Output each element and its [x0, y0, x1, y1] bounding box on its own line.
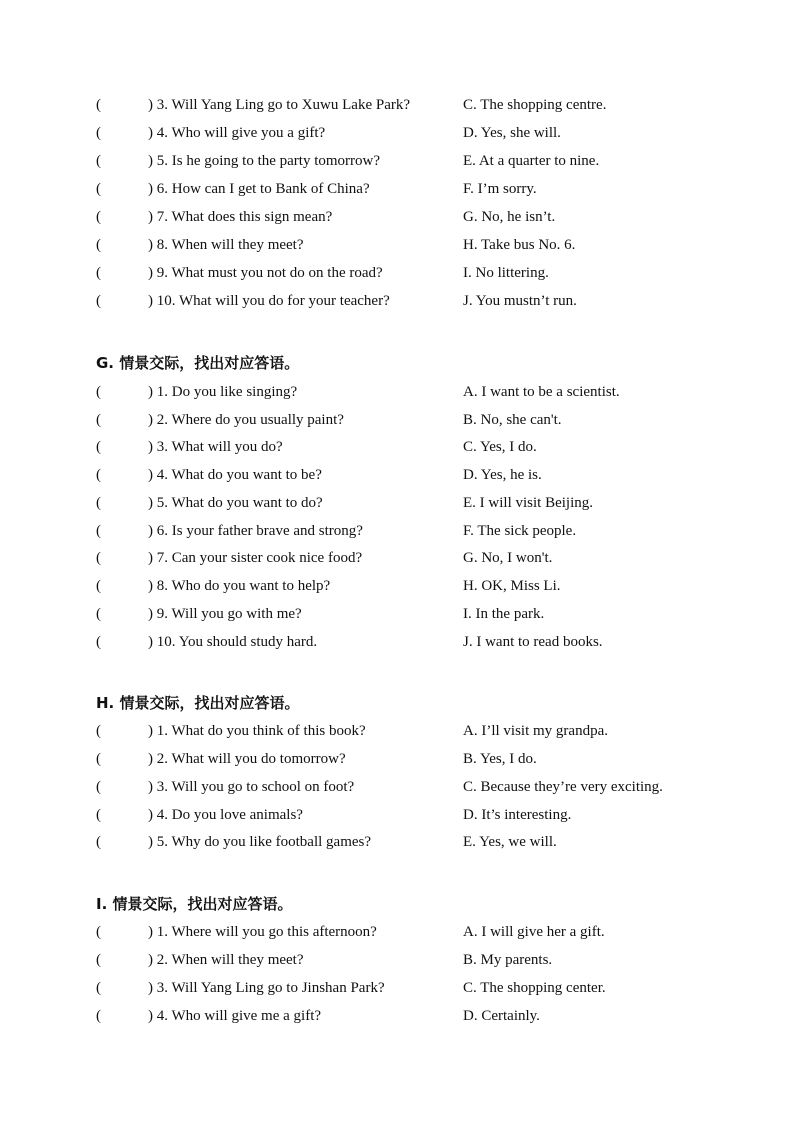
answer-blank-open: (	[96, 807, 101, 823]
question-row	[0, 520, 800, 542]
question-text: ) 3. Will you go to school on foot?	[148, 779, 355, 795]
answer-option: B. My parents.	[463, 952, 553, 968]
answer-option: D. Yes, she will.	[463, 125, 561, 141]
answer-option: I. In the park.	[463, 606, 545, 622]
question-row	[0, 436, 800, 458]
answer-option: A. I want to be a scientist.	[463, 384, 620, 400]
answer-option: D. It’s interesting.	[463, 807, 572, 823]
question-row	[0, 1005, 800, 1027]
question-row	[0, 409, 800, 431]
answer-blank-open: (	[96, 550, 101, 566]
question-row	[0, 603, 800, 625]
question-row	[0, 831, 800, 853]
answer-blank-open: (	[96, 634, 101, 650]
question-text: ) 2. When will they meet?	[148, 952, 304, 968]
question-row	[0, 122, 800, 144]
question-text: ) 6. How can I get to Bank of China?	[148, 181, 370, 197]
answer-option: A. I’ll visit my grandpa.	[463, 723, 608, 739]
answer-blank-open: (	[96, 523, 101, 539]
answer-blank-open: (	[96, 495, 101, 511]
answer-option: B. No, she can't.	[463, 412, 562, 428]
question-row	[0, 234, 800, 256]
answer-blank-open: (	[96, 439, 101, 455]
question-row	[0, 178, 800, 200]
question-text: ) 1. Do you like singing?	[148, 384, 298, 400]
answer-blank-open: (	[96, 467, 101, 483]
question-row	[0, 575, 800, 597]
question-text: ) 3. What will you do?	[148, 439, 283, 455]
answer-blank-open: (	[96, 578, 101, 594]
answer-blank-open: (	[96, 237, 101, 253]
answer-option: C. Yes, I do.	[463, 439, 537, 455]
answer-blank-open: (	[96, 924, 101, 940]
answer-blank-open: (	[96, 97, 101, 113]
question-text: ) 6. Is your father brave and strong?	[148, 523, 363, 539]
question-row	[0, 977, 800, 999]
answer-option: H. OK, Miss Li.	[463, 578, 561, 594]
answer-option: C. Because they’re very exciting.	[463, 779, 663, 795]
answer-blank-open: (	[96, 384, 101, 400]
question-text: ) 3. Will Yang Ling go to Xuwu Lake Park?	[148, 97, 411, 113]
answer-option: J. I want to read books.	[463, 634, 603, 650]
question-text: ) 8. Who do you want to help?	[148, 578, 331, 594]
answer-blank-open: (	[96, 606, 101, 622]
section-heading: G. 情景交际，找出对应答语。	[96, 354, 300, 372]
question-row	[0, 547, 800, 569]
question-text: ) 4. Do you love animals?	[148, 807, 303, 823]
question-text: ) 5. What do you want to do?	[148, 495, 323, 511]
answer-option: D. Certainly.	[463, 1008, 540, 1024]
section-heading: H. 情景交际，找出对应答语。	[96, 694, 300, 712]
answer-blank-open: (	[96, 723, 101, 739]
question-row	[0, 94, 800, 116]
question-text: ) 7. What does this sign mean?	[148, 209, 333, 225]
answer-blank-open: (	[96, 952, 101, 968]
answer-blank-open: (	[96, 980, 101, 996]
answer-option: A. I will give her a gift.	[463, 924, 605, 940]
question-text: ) 1. Where will you go this afternoon?	[148, 924, 377, 940]
answer-blank-open: (	[96, 265, 101, 281]
question-row	[0, 464, 800, 486]
question-row	[0, 804, 800, 826]
answer-option: G. No, he isn’t.	[463, 209, 556, 225]
question-text: ) 1. What do you think of this book?	[148, 723, 366, 739]
answer-option: E. At a quarter to nine.	[463, 153, 600, 169]
answer-option: D. Yes, he is.	[463, 467, 542, 483]
answer-blank-open: (	[96, 751, 101, 767]
question-row	[0, 631, 800, 653]
question-row	[0, 150, 800, 172]
answer-blank-open: (	[96, 125, 101, 141]
answer-option: F. I’m sorry.	[463, 181, 537, 197]
question-row	[0, 492, 800, 514]
question-row	[0, 290, 800, 312]
question-text: ) 10. You should study hard.	[148, 634, 318, 650]
question-text: ) 5. Is he going to the party tomorrow?	[148, 153, 381, 169]
question-text: ) 2. What will you do tomorrow?	[148, 751, 346, 767]
question-text: ) 2. Where do you usually paint?	[148, 412, 344, 428]
question-text: ) 5. Why do you like football games?	[148, 834, 372, 850]
question-text: ) 4. Who will give me a gift?	[148, 1008, 322, 1024]
question-row	[0, 949, 800, 971]
question-text: ) 7. Can your sister cook nice food?	[148, 550, 363, 566]
question-text: ) 9. What must you not do on the road?	[148, 265, 383, 281]
answer-option: B. Yes, I do.	[463, 751, 537, 767]
section-heading: I. 情景交际，找出对应答语。	[96, 895, 293, 913]
question-row	[0, 748, 800, 770]
answer-blank-open: (	[96, 209, 101, 225]
answer-option: C. The shopping center.	[463, 980, 606, 996]
answer-blank-open: (	[96, 293, 101, 309]
answer-option: G. No, I won't.	[463, 550, 553, 566]
question-text: ) 9. Will you go with me?	[148, 606, 302, 622]
answer-option: F. The sick people.	[463, 523, 577, 539]
question-row	[0, 776, 800, 798]
answer-option: C. The shopping centre.	[463, 97, 607, 113]
question-row	[0, 720, 800, 742]
question-text: ) 4. Who will give you a gift?	[148, 125, 326, 141]
question-row	[0, 381, 800, 403]
answer-option: E. Yes, we will.	[463, 834, 557, 850]
answer-blank-open: (	[96, 181, 101, 197]
answer-blank-open: (	[96, 412, 101, 428]
answer-option: I. No littering.	[463, 265, 549, 281]
answer-option: E. I will visit Beijing.	[463, 495, 593, 511]
question-row	[0, 921, 800, 943]
question-row	[0, 206, 800, 228]
answer-option: H. Take bus No. 6.	[463, 237, 576, 253]
question-row	[0, 262, 800, 284]
question-text: ) 4. What do you want to be?	[148, 467, 322, 483]
answer-option: J. You mustn’t run.	[463, 293, 577, 309]
answer-blank-open: (	[96, 779, 101, 795]
answer-blank-open: (	[96, 1008, 101, 1024]
question-text: ) 3. Will Yang Ling go to Jinshan Park?	[148, 980, 385, 996]
question-text: ) 8. When will they meet?	[148, 237, 304, 253]
question-text: ) 10. What will you do for your teacher?	[148, 293, 390, 309]
answer-blank-open: (	[96, 153, 101, 169]
answer-blank-open: (	[96, 834, 101, 850]
